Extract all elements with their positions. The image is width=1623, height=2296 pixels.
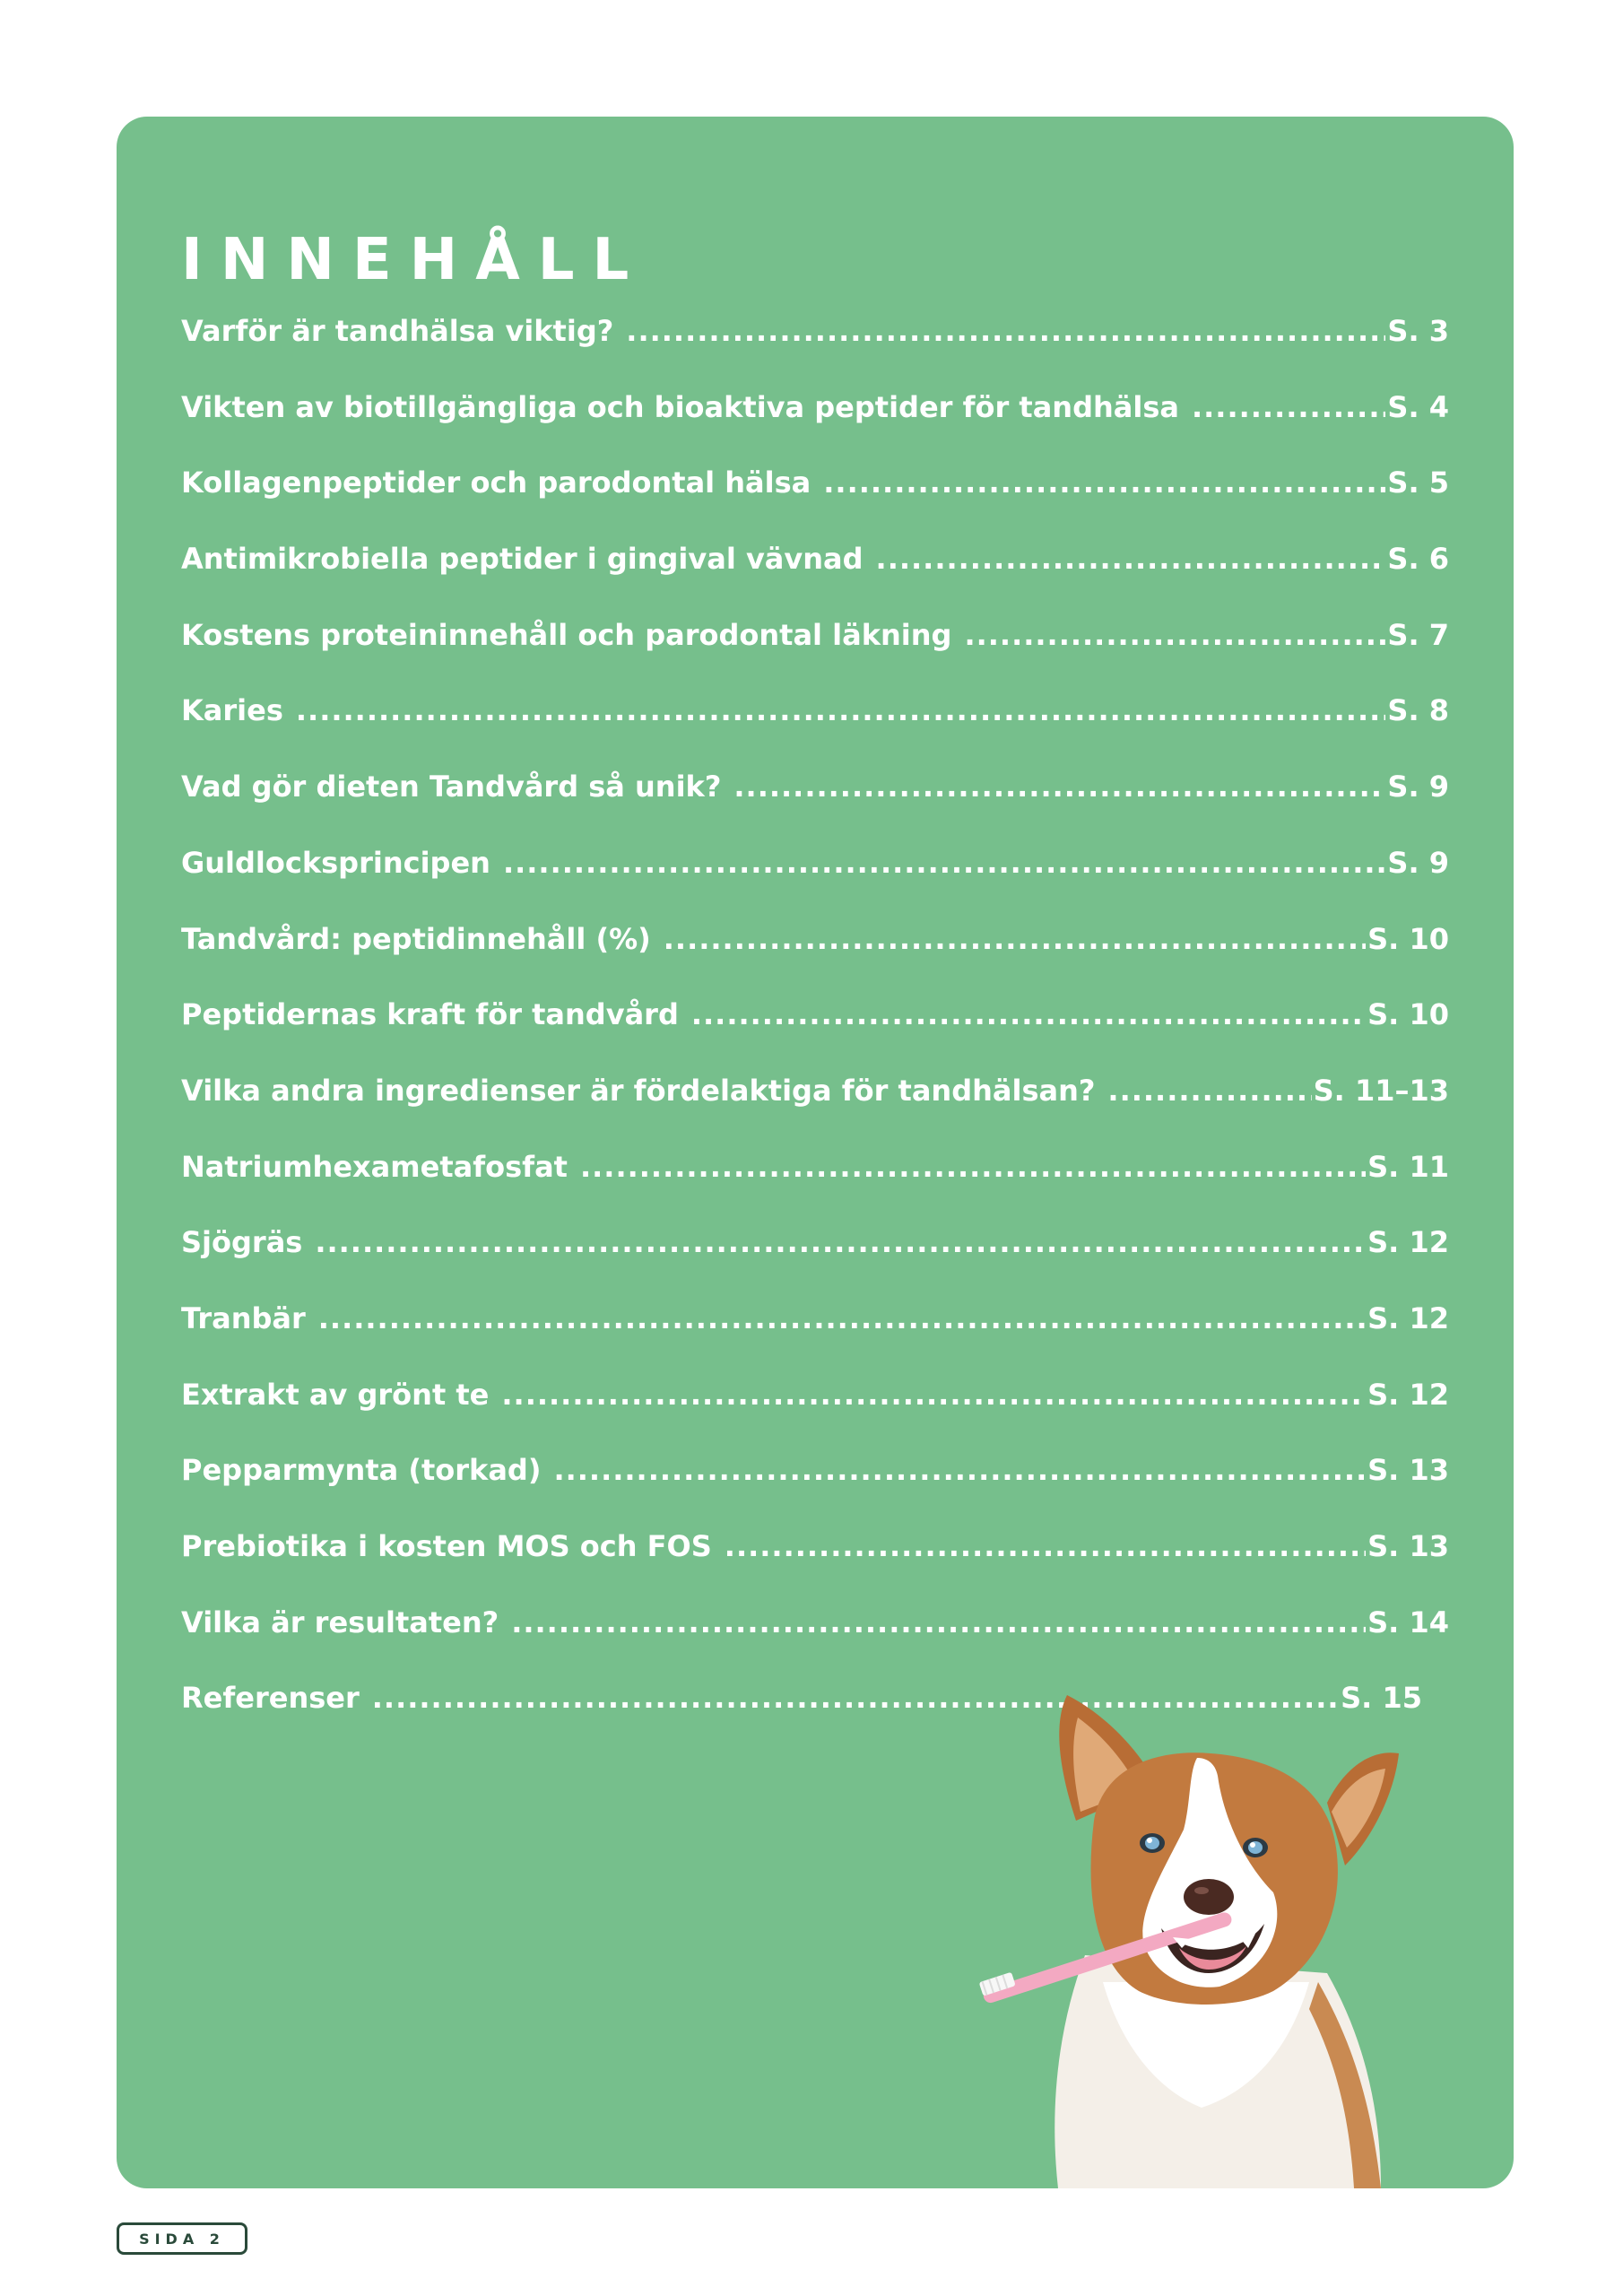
toc-item-label: Natriumhexametafosfat	[181, 1149, 568, 1184]
toc-item-label: Vikten av biotillgängliga och bioaktiva peptider för tandhälsa	[181, 389, 1179, 424]
toc-leader-dots	[501, 1378, 1366, 1412]
toc-leader-dots	[725, 1529, 1366, 1563]
toc-item-label: Karies	[181, 693, 283, 728]
toc-item[interactable]	[181, 1150, 1449, 1226]
toc-item[interactable]	[181, 922, 1449, 998]
toc-item[interactable]	[181, 997, 1449, 1074]
toc-leader-dots	[626, 314, 1385, 348]
toc-item-page: S. 11	[1367, 1149, 1449, 1184]
toc-item-page: S. 13	[1367, 1529, 1449, 1563]
toc-item-label: Extrakt av grönt te	[181, 1377, 490, 1412]
toc-item[interactable]	[181, 693, 1449, 770]
toc-item-page: S. 6	[1387, 542, 1449, 577]
toc-leader-dots	[580, 1150, 1366, 1184]
toc-item-label: Pepparmynta (torkad)	[181, 1453, 542, 1488]
dog-with-toothbrush-illustration	[977, 1686, 1417, 2188]
toc-item-page: S. 3	[1387, 314, 1449, 348]
toc-item-label: Vilka är resultaten?	[181, 1605, 499, 1639]
toc-leader-dots	[296, 693, 1386, 727]
toc-leader-dots	[733, 770, 1385, 804]
toc-item[interactable]	[181, 618, 1449, 694]
toc-leader-dots	[511, 1605, 1366, 1639]
toc-item[interactable]	[181, 465, 1449, 542]
toc-leader-dots	[318, 1301, 1366, 1335]
toc-item[interactable]	[181, 542, 1449, 618]
toc-item-label: Vilka andra ingredienser är fördelaktiga för tandhälsan?	[181, 1073, 1096, 1108]
toc-item-label: Peptidernas kraft för tandvård	[181, 997, 679, 1032]
toc-item-label: Guldlocksprincipen	[181, 845, 490, 880]
toc-item[interactable]	[181, 1605, 1449, 1682]
toc-item[interactable]	[181, 1074, 1449, 1150]
toc-item-label: Sjögräs	[181, 1225, 303, 1260]
toc-item[interactable]	[181, 1453, 1449, 1529]
toc-item-page: S. 12	[1367, 1300, 1449, 1335]
toc-leader-dots	[1107, 1074, 1311, 1108]
toc-leader-dots	[315, 1225, 1366, 1259]
toc-item-label: Antimikrobiella peptider i gingival vävnad	[181, 542, 864, 577]
toc-leader-dots	[1192, 390, 1385, 424]
toc-item-page: S. 7	[1387, 617, 1449, 652]
toc-leader-dots	[503, 846, 1385, 880]
page-number-badge: SIDA 2	[117, 2222, 247, 2255]
toc-item[interactable]	[181, 390, 1449, 466]
toc-item[interactable]	[181, 1529, 1449, 1605]
toc-item-page: S. 5	[1387, 465, 1449, 500]
contents-panel	[117, 117, 1514, 2188]
toc-item-label: Tandvård: peptidinnehåll (%)	[181, 921, 651, 956]
toc-leader-dots	[876, 542, 1386, 576]
toc-item-label: Kollagenpeptider och parodontal hälsa	[181, 465, 812, 500]
page-title: INNEHÅLL	[181, 227, 647, 293]
toc-item[interactable]	[181, 1378, 1449, 1454]
toc-item[interactable]	[181, 1225, 1449, 1301]
toc-item-label: Tranbär	[181, 1300, 306, 1335]
toc-item-page: S. 13	[1367, 1453, 1449, 1488]
toc-item-page: S. 10	[1367, 921, 1449, 956]
toc-leader-dots	[553, 1453, 1366, 1487]
toc-item-page: S. 4	[1387, 389, 1449, 424]
toc-item-label: Vad gör dieten Tandvård så unik?	[181, 770, 722, 804]
toc-leader-dots	[691, 997, 1366, 1031]
toc-leader-dots	[964, 618, 1385, 652]
toc-item-label: Kostens proteininnehåll och parodontal läkning	[181, 617, 952, 652]
toc-item[interactable]	[181, 770, 1449, 846]
toc-leader-dots	[823, 465, 1385, 500]
toc-item-label: Varför är tandhälsa viktig?	[181, 314, 614, 348]
toc-leader-dots	[664, 922, 1366, 956]
table-of-contents	[181, 314, 1449, 1757]
toc-item-page: S. 9	[1387, 770, 1449, 804]
toc-item[interactable]	[181, 1301, 1449, 1378]
toc-item-page: S. 15	[1341, 1681, 1422, 1716]
toc-item-page: S. 11–13	[1313, 1073, 1449, 1108]
toc-item[interactable]	[181, 314, 1449, 390]
toc-item-page: S. 8	[1387, 693, 1449, 728]
toc-item-page: S. 10	[1367, 997, 1449, 1032]
toc-item-label: Prebiotika i kosten MOS och FOS	[181, 1529, 712, 1563]
toc-item-page: S. 12	[1367, 1377, 1449, 1412]
toc-item-page: S. 9	[1387, 845, 1449, 880]
toc-item[interactable]	[181, 846, 1449, 922]
toc-item-label: Referenser	[181, 1681, 360, 1716]
toc-item-page: S. 14	[1367, 1605, 1449, 1639]
toc-item-page: S. 12	[1367, 1225, 1449, 1260]
